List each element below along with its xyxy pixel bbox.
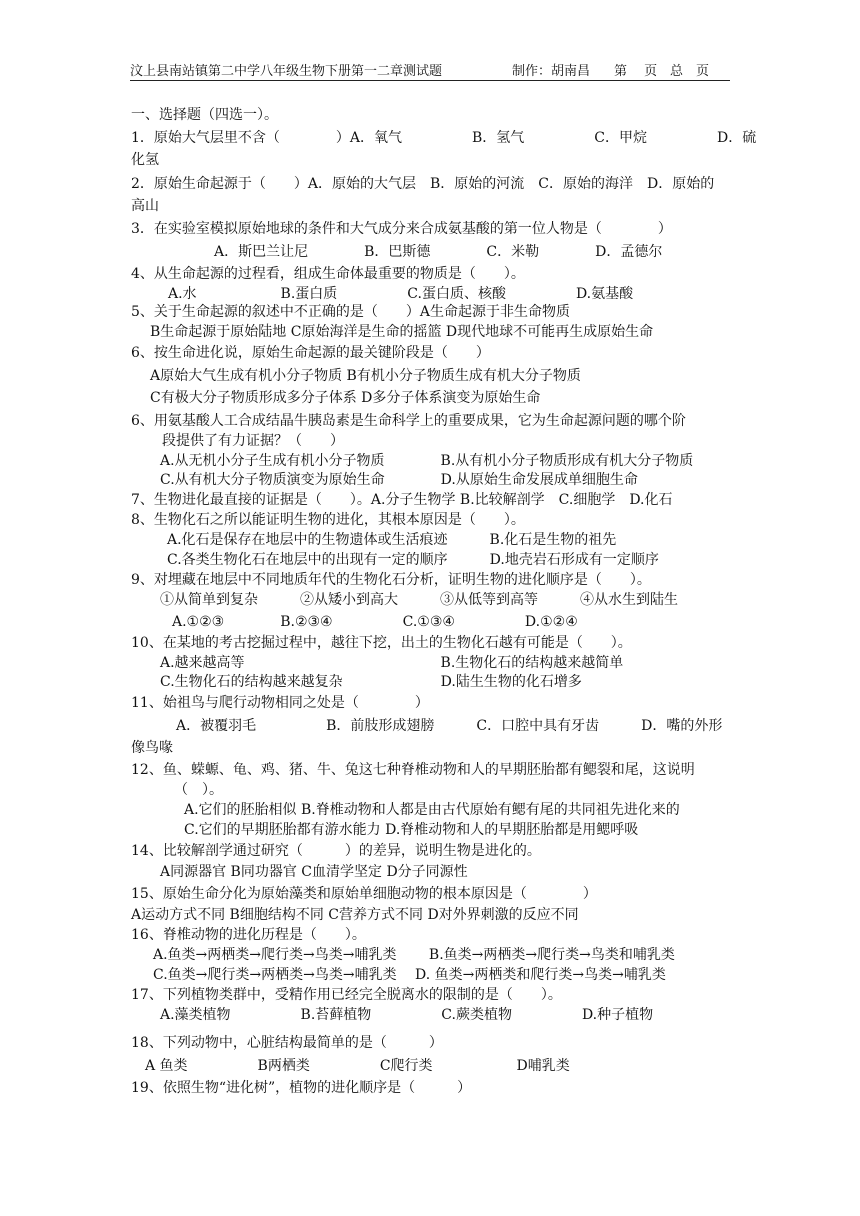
- question-line: 2．原始生命起源于（ ）A．原始的大气层 B．原始的河流 C．原始的海洋 D．原始的: [131, 176, 715, 192]
- question-line: A.化石是保存在地层中的生物遗体或生活痕迹 B.化石是生物的祖先: [167, 532, 617, 548]
- question-line: C.各类生物化石在地层中的出现有一定的顺序 D.地壳岩石形成有一定顺序: [167, 552, 659, 568]
- question-line: C.它们的早期胚胎都有游水能力 D.脊椎动物和人的早期胚胎都是用鳃呼吸: [184, 822, 639, 838]
- question-line: 5、关于生命起源的叙述中不正确的是（ ）A生命起源于非生命物质: [131, 304, 571, 320]
- question-line: 6、用氨基酸人工合成结晶牛胰岛素是生命科学上的重要成果，它为生命起源问题的哪个阶: [131, 413, 686, 429]
- page-header: [130, 58, 730, 81]
- question-line: C.从有机大分子物质演变为原始生命 D.从原始生命发展成单细胞生命: [160, 472, 638, 488]
- question-line: A同源器官 B同功器官 C血清学坚定 D分子同源性: [160, 864, 468, 880]
- question-line: 17、下列植物类群中，受精作用已经完全脱离水的限制的是（ ）。: [131, 987, 562, 1003]
- question-line: A.鱼类→两栖类→爬行类→鸟类→哺乳类 B.鱼类→两栖类→爬行类→鸟类和哺乳类: [153, 947, 675, 963]
- question-line: A运动方式不同 B细胞结构不同 C营养方式不同 D对外界刺激的反应不同: [131, 907, 579, 923]
- header-page-total: 总 页: [670, 64, 710, 79]
- question-line: A．斯巴兰让尼 B．巴斯德 C．米勒 D．孟德尔: [214, 244, 663, 260]
- question-line: B生命起源于原始陆地 C原始海洋是生命的摇篮 D现代地球不可能再生成原始生命: [150, 324, 654, 340]
- question-line: A.从无机小分子生成有机小分子物质 B.从有机小分子物质形成有机大分子物质: [160, 453, 694, 469]
- question-line: 一、选择题（四选一）。: [131, 107, 278, 123]
- question-line: 3．在实验室模拟原始地球的条件和大气成分来合成氨基酸的第一位人物是（ ）: [131, 221, 672, 237]
- header-page-number: 第 页: [614, 64, 658, 79]
- question-line: A.藻类植物 B.苔藓植物 C.蕨类植物 D.种子植物: [160, 1007, 654, 1023]
- question-line: 11、始祖鸟与爬行动物相同之处是（ ）: [131, 695, 429, 711]
- question-line: （ ）。: [174, 782, 223, 798]
- question-line: 9、对埋藏在地层中不同地质年代的生物化石分析，证明生物的进化顺序是（ ）。: [131, 572, 651, 588]
- question-line: 19、依照生物“进化树”，植物的进化顺序是（ ）: [131, 1080, 472, 1096]
- question-line: A原始大气生成有机小分子物质 B有机小分子物质生成有机大分子物质: [150, 368, 581, 384]
- question-line: 18、下列动物中，心脏结构最简单的是（ ）: [131, 1035, 443, 1051]
- question-line: 15、原始生命分化为原始藻类和原始单细胞动物的根本原因是（ ）: [131, 886, 597, 902]
- question-line: A 鱼类 B两栖类 C爬行类 D哺乳类: [145, 1058, 570, 1074]
- question-line: 段提供了有力证据？（ ）: [162, 433, 344, 449]
- question-line: 7、生物进化最直接的证据是（ ）。A.分子生物学 B.比较解剖学 C.细胞学 D.化石: [131, 492, 673, 508]
- question-line: 1．原始大气层里不含（ ）A．氧气 B．氢气 C．甲烷 D．硫: [131, 130, 757, 146]
- question-line: A.它们的胚胎相似 B.脊椎动物和人都是由古代原始有鳃有尾的共同祖先进化来的: [184, 802, 680, 818]
- header-author: 制作：胡南昌: [512, 64, 591, 79]
- question-line: 化氢: [131, 152, 159, 168]
- question-line: 4、从生命起源的过程看，组成生命体最重要的物质是（ ）。: [131, 266, 525, 282]
- question-line: 6、按生命进化说，原始生命起源的最关键阶段是（ ）: [131, 345, 490, 361]
- question-line: C.鱼类→爬行类→两栖类→鸟类→哺乳类 D. 鱼类→两栖类和爬行类→鸟类→哺乳类: [153, 967, 666, 983]
- question-line: A.水 B.蛋白质 C.蛋白质、核酸 D.氨基酸: [168, 286, 634, 302]
- question-line: A.越来越高等 B.生物化石的结构越来越简单: [160, 655, 624, 671]
- question-line: 14、比较解剖学通过研究（ ）的差异，说明生物是进化的。: [131, 843, 541, 859]
- question-line: A．被覆羽毛 B．前肢形成翅膀 C．口腔中具有牙齿 D．嘴的外形: [176, 718, 723, 734]
- question-line: ①从简单到复杂 ②从矮小到高大 ③从低等到高等 ④从水生到陆生: [160, 592, 678, 608]
- question-line: 像鸟喙: [131, 740, 173, 756]
- header-title: 汶上县南站镇第二中学八年级生物下册第一二章测试题: [130, 64, 443, 79]
- question-line: 12、鱼、蝾螈、龟、鸡、猪、牛、兔这七种脊椎动物和人的早期胚胎都有鳃裂和尾，这说明: [131, 762, 695, 778]
- question-line: A.①②③ B.②③④ C.①③④ D.①②④: [172, 614, 578, 630]
- question-line: 10、在某地的考古挖掘过程中，越往下挖，出土的生物化石越有可能是（ ）。: [131, 635, 632, 651]
- question-line: 8、生物化石之所以能证明生物的进化，其根本原因是（ ）。: [131, 512, 525, 528]
- question-line: C.生物化石的结构越来越复杂 D.陆生生物的化石增多: [160, 674, 582, 690]
- question-line: 高山: [131, 198, 159, 214]
- question-line: 16、脊椎动物的进化历程是（ ）。: [131, 927, 366, 943]
- question-line: C有极大分子物质形成多分子体系 D多分子体系演变为原始生命: [150, 390, 541, 406]
